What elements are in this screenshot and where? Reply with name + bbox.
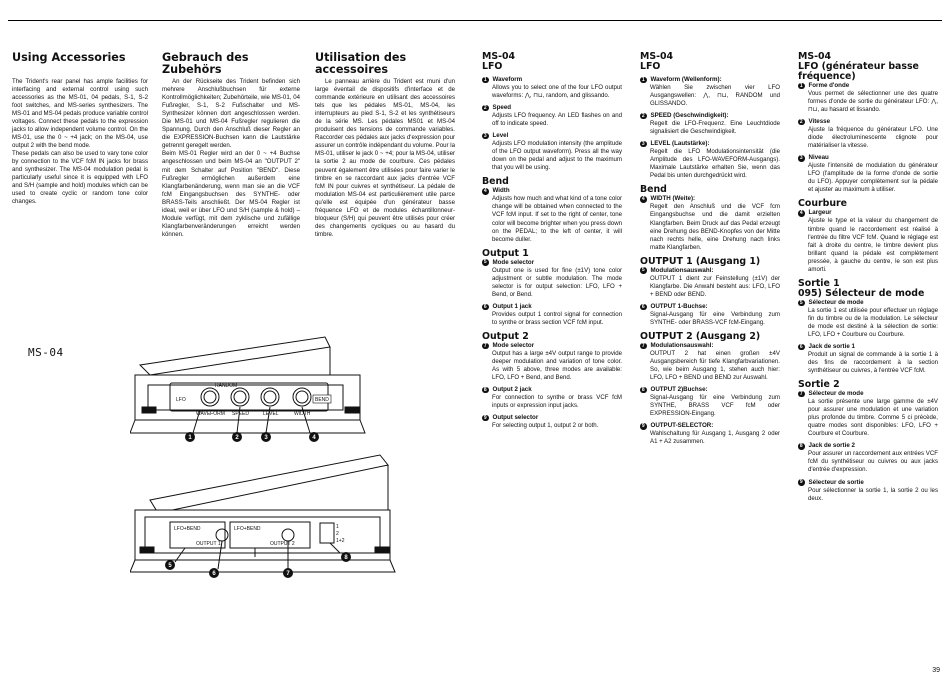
subsection-title: OUTPUT 1 (Ausgang 1)	[640, 255, 761, 267]
column-ms04-french	[798, 52, 938, 503]
item-title: 9 Output selector	[483, 414, 539, 422]
heading-gebrauch	[162, 52, 300, 75]
label-output2: OUTPUT 2	[270, 541, 295, 547]
item-title: 4 WIDTH (Weite):	[641, 195, 696, 203]
front-pedal-top	[140, 337, 330, 375]
item-title: 2 SPEED (Geschwindigkeit):	[641, 112, 729, 120]
subsection-title: Output 2	[482, 330, 529, 342]
item-title: 4 Largeur	[799, 209, 832, 217]
item-title: 3 Niveau	[799, 154, 829, 162]
item-text: Wählen Sie zwischen vier LFO Ausgangswellen: ⋀, ⊓⊔, RANDOM und GLISSANDO.	[650, 84, 780, 108]
item-text: Signal-Ausgang für eine Verbindung zum SYNTHE- oder BRASS-VCF fcM-Eingang.	[650, 310, 780, 326]
item-title: 6 Output 1 jack	[483, 302, 532, 310]
item-title: 1 Forme d'onde	[799, 82, 850, 89]
item-text: For selecting output 1, output 2 or both.	[492, 422, 599, 430]
item-text: Adjusts how much and what kind of a tone color change will be obtained when connected to the VCF fcM input. If set to the right of center, tone color will become brighter when you press down on the PEDAL; to the left of center, it will become duller.	[492, 195, 622, 243]
item-title: 4 Width	[483, 187, 510, 195]
callout-2: 2	[235, 435, 239, 441]
heading-using-accessories: Using Accessories	[12, 51, 126, 64]
item-text: Pour sélectionner la sortie 1, la sortie 2 ou les deux.	[808, 486, 938, 502]
item-title: 1 Waveform	[483, 76, 523, 83]
section-title: MS-04	[640, 51, 674, 62]
section-subtitle: LFO	[640, 61, 661, 72]
item-text: Signal-Ausgang für eine Verbindung zum SYNTHE, BRASS VCF fcM oder EXPRESSION-Eingang.	[650, 394, 780, 418]
item-title: 2 Vitesse	[799, 118, 831, 126]
item-title: 5 Modulationsauswahl:	[641, 266, 714, 274]
item-text: OUTPUT 1 dient zur Feinstellung (±1V) der Klangfarbe. Die Anwahl besteht aus: LFO, LFO + BEND oder BEND.	[650, 274, 780, 298]
label-width: WIDTH	[294, 411, 311, 417]
paragraph: The Trident's rear panel has ample facilities for interfacing and external control using such accessories as the MS-01, 04 pedals, S-1, S-2 foot switches, and MS-series synthesizers. The MS-01 and MS-04 pedals produce variable control voltages. Connect these pedals to the expression jacks to allow independent volume control. On the MS-01, use the 0 ~ +4 jack; on the MS-04, use output 2 with the bend mode.	[12, 77, 148, 149]
section-title: MS-04	[798, 51, 832, 62]
item-title: 6 Jack de sortie 1	[799, 342, 855, 350]
item-text: Provides output 1 control signal for connection to synthe or brass section VCF fcM input.	[492, 310, 622, 326]
column-ms04-german	[640, 52, 780, 446]
item-title: 5 Mode selector	[483, 258, 535, 266]
label-level: LEVEL	[263, 411, 279, 417]
column-english	[12, 52, 148, 206]
paragraph: Beim MS-01 Regler wird an der 0 ~ +4 Buchse angeschlossen und beim MS-04 an "OUTPUT 2" mit dem Schalter auf Position "BEND". Diese Fußregler ermöglichen außerdem eine Klangfarbenänderung, wenn man sie an die VCF fcM Eingangsbuchsen des SYNTHE- oder BRASS-Teils anschließt. Der MS-04 Regler ist ideal, weil er über LFO und S/H (sample & hold) – Module verfügt, mit dem zyklische und zufällige Klangfarbenveränderungen erreicht werden können.	[162, 150, 300, 238]
item-text: Pour assurer un raccordement aux entrées VCF fcM du synthétiseur ou cuivres ou aux jacks d'entrée d'expression.	[808, 450, 938, 474]
item-title: 8 Jack de sortie 2	[799, 442, 855, 450]
item-title: 9 OUTPUT-SELECTOR:	[641, 422, 714, 430]
callout-7: 7	[286, 571, 290, 577]
label-waveform: WAVEFORM	[196, 411, 225, 417]
ms04-pedal-diagram	[130, 325, 470, 675]
item-text: Vous permet de sélectionner une des quatre formes d'onde de sortie du générateur LFO: ⋀, ⊓⊔, au hasard et lissando.	[808, 90, 938, 114]
paragraph: An der Rückseite des Trident befinden sich mehrere Anschlußbuchsen für externe Kontrollmöglichkeiten; Zubehörteile, wie MS-01, 04 Fußregler, S-1, S-2 Fußschalter und MS-Synthesizer können dort angeschlossen werden. Die MS-01 und MS-04 Fußregler regulieren die Spannung. Durch den Anschluß dieser Regler an die EXPRESSION-Buchsen kann die Lautstärke getrennt geregelt werden.	[162, 78, 300, 150]
item-title: 6 OUTPUT 1-Buchse:	[641, 302, 708, 310]
item-title: 5 Sélecteur de mode	[799, 298, 864, 306]
paragraph: Le panneau arrière du Trident est muni d'un large éventail de dispositifs d'interface et de commande extérieure en utilisant des accessoires tels que les pédales MS-01, MS-04, les interrupteurs au pied S-1, S-2 et les synthétiseurs de la série MS. Les pédales MS01 et MS-04 produisent des tensions de commande variables. Raccorder ces pédales aux jacks d'expression pour assurer un contrôle indépendant du volume. Pour la MS-01, utiliser le jack 0 ~ +4; pour la MS-04, utiliser la sortie 2 au mode de courbure. Ces pédales peuvent également être utilisées pour faire varier le timbre en se raccordant aux jacks d'entrée VCF fcM IN pour cuivres et synthétiseur. La pédale de modulation MS-04 est particulièrement utile parce qu'elle est équipée d'un générateur basse fréquence LFO et de modules échantillonneur-bloqueur (S/H) qui peuvent être utilisés pour créer des changements cycliques ou au hasard du timbre.	[315, 78, 455, 238]
heading-line: accessoires	[315, 62, 389, 76]
heading-line: Utilisation des	[315, 51, 407, 64]
item-title: 7 Mode selector	[483, 341, 535, 349]
heading-line: Gebrauch des	[162, 51, 249, 64]
label-sel-1: 1	[336, 524, 339, 530]
item-title: 2 Speed	[483, 104, 512, 112]
top-rule	[8, 20, 942, 21]
heading-utilisation	[315, 52, 455, 75]
label-lfo: LFO	[176, 397, 186, 403]
callout-8: 8	[344, 555, 348, 561]
page-number: 39	[932, 667, 940, 674]
section-subtitle: LFO (générateur basse	[798, 61, 919, 72]
item-text: Regelt die LFO Modulationsintensität (die Amplitude des LFO-WAVEFORM-Ausgangs). Maximale Lautstärke erhalten Sie, wenn das Pedal bis unten durchgedrückt wird.	[650, 148, 780, 180]
item-text: Output has a large ±4V output range to provide deeper modulation and variation of tone color. As with 5 above, three modes are available: LFO, LFO + Bend, and Bend.	[492, 349, 622, 382]
item-text: OUTPUT 2 hat einen großen ±4V Ausgangsbereich für tiefe Klangfarbvariationen. So, wie beim Ausgang 1, stehen auch hier: LFO, LFO + BEND und BEND zur Auswahl.	[650, 349, 780, 382]
subsection-title: Courbure	[798, 198, 847, 210]
item-title: 3 LEVEL (Lautstärke):	[641, 140, 710, 148]
callout-3: 3	[264, 435, 268, 441]
item-text: Ajuste la fréquence du générateur LFO. Une diode électroluminescente clignote pour matérialiser la vitesse.	[808, 126, 938, 150]
subsection-title: Sortie 2	[798, 379, 840, 391]
section-title: MS-04	[482, 51, 516, 62]
label-lfo-bend-1: LFO+BEND	[174, 526, 201, 532]
paragraph: These pedals can also be used to vary tone color by connection to the VCF fcM IN jacks for brass and synthesizer. The MS-04 modulation pedal is particularly useful since it is equipped with LFO and S/H (sample and hold) modules which can be used to create cyclic or random tone color changes.	[12, 149, 148, 206]
label-speed: SPEED	[232, 411, 249, 417]
rear-pedal-top	[150, 455, 388, 513]
column-german	[162, 52, 300, 239]
subsection-title: Bend	[482, 176, 509, 188]
item-text: La sortie 1 est utilisée pour effectuer un réglage fin du timbre ou de la modulation. Le sélecteur de mode est destiné à la sélection de sortie: LFO, LFO + Courbure ou Courbure.	[808, 306, 938, 338]
callout-4: 4	[312, 435, 316, 441]
label-output1: OUTPUT 1	[196, 541, 221, 547]
item-title: 9 Sélecteur de sortie	[799, 478, 864, 486]
item-text: La sortie présente une large gamme de ±4V pour assurer une modulation et une variation plus profonde du timbre. Comme 5 ci précède, quatre modes sont disponibles: LFO, LFO + Courbure et Courbure.	[808, 398, 938, 438]
section-subtitle: LFO	[482, 61, 503, 72]
item-text: Ajuste le type et la valeur du changement de timbre quand le raccordement est réalisé à l'entrée du filtre VCF fcM. Quand le réglage est fait à droite du centre, le timbre devient plus brillant quand la pédale est complètement pressée, à gauche du centre, le son est plus amorti.	[808, 217, 938, 273]
item-text: Output one is used for fine (±1V) tone color adjustment or subtle modulation. The mode selector is for output selection: LFO, LFO + Bend, or Bend.	[492, 266, 622, 298]
item-text: Regelt die LFO-Frequenz. Eine Leuchtdiode signalisiert die Geschwindigkeit.	[650, 120, 780, 136]
item-title: 1 Waveform (Wellenform):	[641, 76, 722, 83]
item-text: Regelt den Anschluß und die VCF fcm Eingangsbuchse und die damit erzielten Klangfarben. Beim Druck auf das Pedal erzeugt eine Drehung des BEND-Knopfes von der Mitte nach rechts helle, eine Drehung nach links matte Klangfarben.	[650, 203, 780, 251]
item-text: Wahlschaltung für Ausgang 1, Ausgang 2 oder A1 + A2 zusammen.	[650, 430, 780, 446]
item-text: Adjusts LFO modulation intensity (the amplitude of the LFO output waveform). Press all the way down on the pedal and adjust to the maximum that you will be using.	[492, 140, 622, 172]
item-text: Allows you to select one of the four LFO output waveforms: ⋀, ⊓⊔, random, and glissando.	[492, 84, 622, 100]
callout-5: 5	[168, 563, 172, 569]
callout-1: 1	[188, 435, 192, 441]
subsection-title: Output 1	[482, 247, 529, 259]
front-base-foot	[130, 420, 365, 433]
item-title: 3 Level	[483, 132, 509, 140]
callout-6: 6	[212, 571, 216, 577]
subsection-title: 095) Sélecteur de mode	[798, 287, 925, 299]
label-bend: BEND	[315, 397, 329, 403]
subsection-title: Sortie 1	[798, 277, 840, 289]
column-ms04-english	[482, 52, 622, 430]
section-subtitle: fréquence)	[798, 71, 856, 82]
item-title: 7 Modulationsauswahl:	[641, 341, 714, 349]
heading-line: Zubehörs	[162, 62, 222, 76]
item-title: 7 Sélecteur de mode	[799, 390, 864, 398]
label-lfo-bend-2: LFO+BEND	[234, 526, 261, 532]
diagram-model-label: MS-04	[28, 346, 64, 359]
item-text: Produit un signal de commande à la sortie 1 à des fins de raccordement à la section synthétiseur ou cuivres, à l'entrée VCF fcM.	[808, 350, 938, 375]
column-french	[315, 52, 455, 239]
item-text: Ajuste l'intensité de modulation du générateur LFO (l'amplitude de la forme d'onde de sortie du LFO). Appuyer complètement sur la pédale et ajuster au maximum à utiliser.	[808, 162, 938, 194]
label-sel-2: 2	[336, 531, 339, 537]
item-title: 8 OUTPUT 2)Buchse:	[641, 386, 708, 394]
subsection-title: Bend	[640, 184, 667, 196]
item-text: Adjusts LFO frequency. An LED flashes on and off to indicate speed.	[492, 112, 622, 128]
item-title: 8 Output 2 jack	[483, 386, 532, 394]
label-sel-12: 1+2	[336, 538, 345, 544]
item-text: For connection to synthe or brass VCF fcM inputs or expression input jacks.	[492, 394, 622, 410]
label-random: RANDOM	[215, 383, 238, 389]
subsection-title: OUTPUT 2 (Ausgang 2)	[640, 330, 761, 342]
